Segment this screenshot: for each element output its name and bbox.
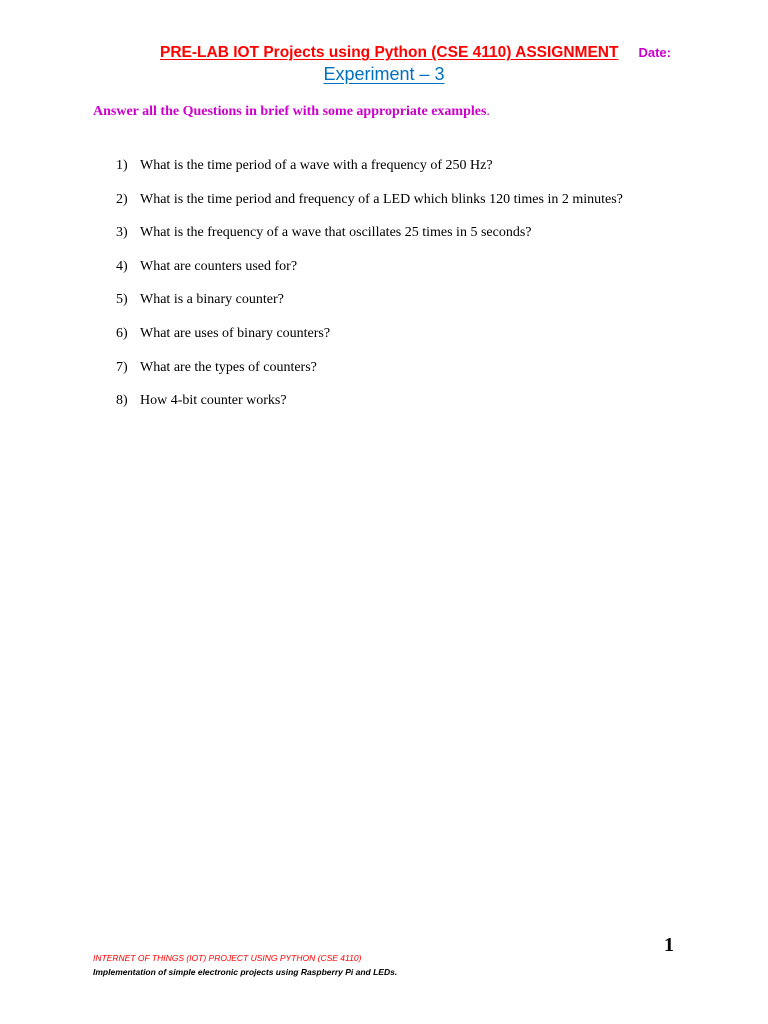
question-number: 6) (116, 325, 128, 341)
experiment-title: Experiment – 3 (323, 64, 445, 84)
question-item (116, 192, 623, 226)
page-number: 1 (664, 934, 674, 956)
question-number: 3) (116, 225, 128, 241)
date-label: Date: (638, 45, 671, 60)
assignment-title: PRE-LAB IOT Projects using Python (CSE 4110) ASSIGNMENT (160, 44, 619, 61)
question-number: 4) (116, 258, 128, 274)
question-number: 2) (116, 191, 128, 207)
footer-title: INTERNET OF THINGS (IOT) PROJECT USING PYTHON (CSE 4110) (93, 953, 362, 963)
instruction-text: Answer all the Questions in brief with some appropriate examples (93, 104, 487, 119)
question-number: 8) (116, 393, 128, 409)
question-text: What are counters used for? (140, 258, 298, 274)
question-item (116, 225, 623, 259)
question-item (116, 158, 623, 192)
question-text: What are uses of binary counters? (140, 325, 331, 341)
question-number: 1) (116, 158, 128, 173)
instruction (93, 104, 490, 120)
question-number: 7) (116, 359, 128, 375)
header-line (160, 44, 720, 62)
question-number: 5) (116, 292, 128, 308)
footer-subtitle: Implementation of simple electronic projects using Raspberry Pi and LEDs. (93, 967, 398, 977)
question-item (116, 360, 623, 394)
question-text: What is the frequency of a wave that oscillates 25 times in 5 seconds? (140, 225, 532, 241)
question-item (116, 326, 623, 360)
question-item (116, 292, 623, 326)
question-text: What is a binary counter? (140, 292, 284, 308)
question-item (116, 259, 623, 293)
question-text: What are the types of counters? (140, 359, 317, 375)
question-list (116, 158, 623, 427)
question-text: What is the time period and frequency of a LED which blinks 120 times in 2 minutes? (140, 191, 623, 207)
question-text: What is the time period of a wave with a frequency of 250 Hz? (140, 158, 493, 173)
instruction-period: . (486, 104, 490, 119)
question-text: How 4-bit counter works? (140, 393, 287, 409)
question-item (116, 393, 623, 427)
footer (93, 951, 693, 979)
